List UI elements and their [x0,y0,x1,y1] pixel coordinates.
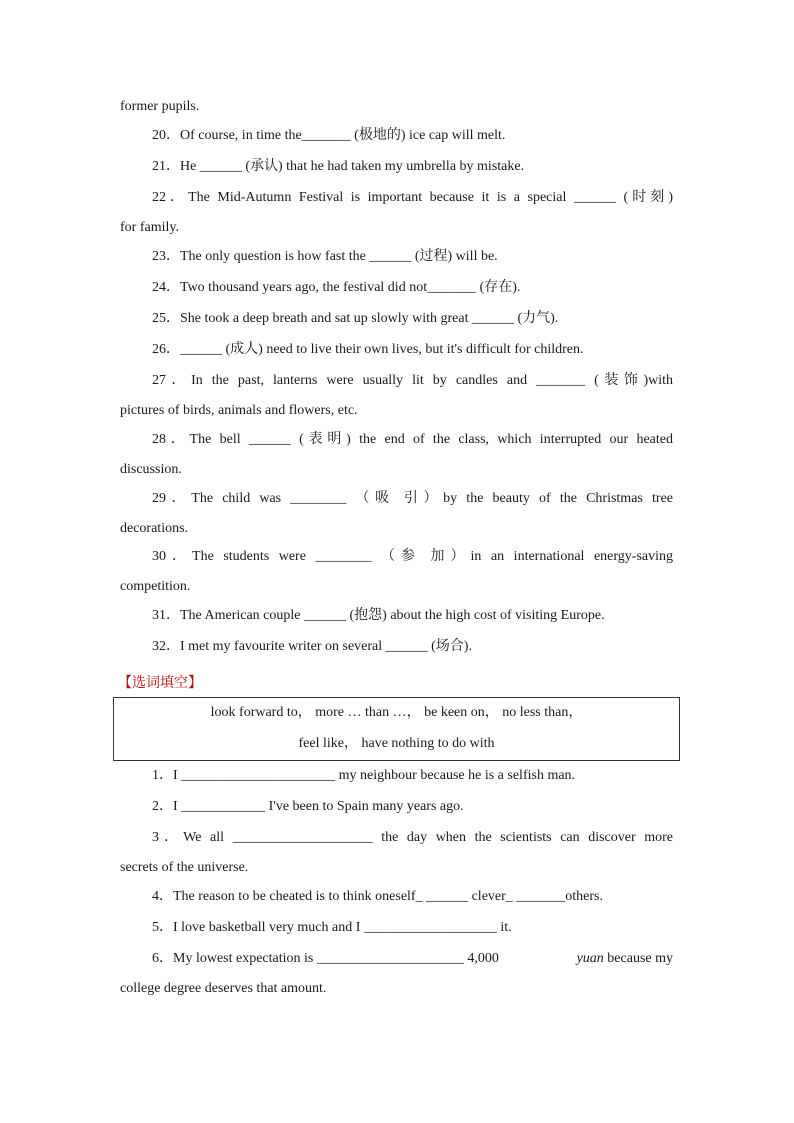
question-28-continued: discussion. [120,462,182,477]
question-30-continued: competition. [120,579,191,594]
question-22: 22．The Mid-Autumn Festival is important because it is a special ______ (时刻) [152,190,673,205]
question-22-continued: for family. [120,220,179,235]
choice-question-6-end: because my [607,951,673,966]
question-32: 32．I met my favourite writer on several ______ (场合). [152,639,472,654]
question-25: 25．She took a deep breath and sat up slowly with great ______ (力气). [152,311,559,326]
choice-question-6-continued: college degree deserves that amount. [120,981,327,996]
question-23: 23．The only question is how fast the ______ (过程) will be. [152,249,498,264]
choice-question-6 [152,950,673,968]
choice-question-5: 5．I love basketball very much and I ___________________ it. [152,920,512,935]
question-28: 28．The bell ______ (表明) the end of the class, which interrupted our heated [152,432,673,447]
choice-question-1: 1．I ______________________ my neighbour because he is a selfish man. [152,768,576,783]
word-bank-row-2: feel like， have nothing to do with [298,736,495,751]
question-31: 31．The American couple ______ (抱怨) about the high cost of visiting Europe. [152,608,605,623]
choice-question-4: 4．The reason to be cheated is to think oneself_ ______ clever_ _______others. [152,889,603,904]
question-26: 26．______ (成人) need to live their own lives, but it's difficult for children. [152,342,584,357]
word-bank-box [113,697,680,761]
question-29: 29．The child was ________ （吸 引）by the beauty of the Christmas tree [152,491,673,506]
choice-question-6-text: 6．My lowest expectation is _____________________ 4,000 [152,951,499,966]
question-20: 20．Of course, in time the_______ (极地的) ice cap will melt. [152,128,506,143]
choice-question-3: 3．We all ____________________ the day when the scientists can discover more [152,830,673,845]
choice-question-6-yuan: yuan [576,951,604,966]
word-bank-row-1: look forward to， more … than …， be keen on， no less than， [210,705,583,720]
question-24: 24．Two thousand years ago, the festival did not_______ (存在). [152,280,521,295]
question-21: 21．He ______ (承认) that he had taken my umbrella by mistake. [152,159,525,174]
choice-question-6-tail [577,950,673,968]
choice-question-2: 2．I ____________ I've been to Spain many years ago. [152,799,464,814]
question-30: 30．The students were ________ （参 加）in an international energy-saving [152,549,673,564]
line-former-pupils: former pupils. [120,99,200,114]
question-27: 27．In the past, lanterns were usually lit by candles and _______ (装饰)with [152,373,673,388]
question-29-continued: decorations. [120,521,189,536]
question-27-continued: pictures of birds, animals and flowers, etc. [120,403,358,418]
section-heading-word-choice: 【选词填空】 [118,675,202,691]
choice-question-3-continued: secrets of the universe. [120,860,249,875]
